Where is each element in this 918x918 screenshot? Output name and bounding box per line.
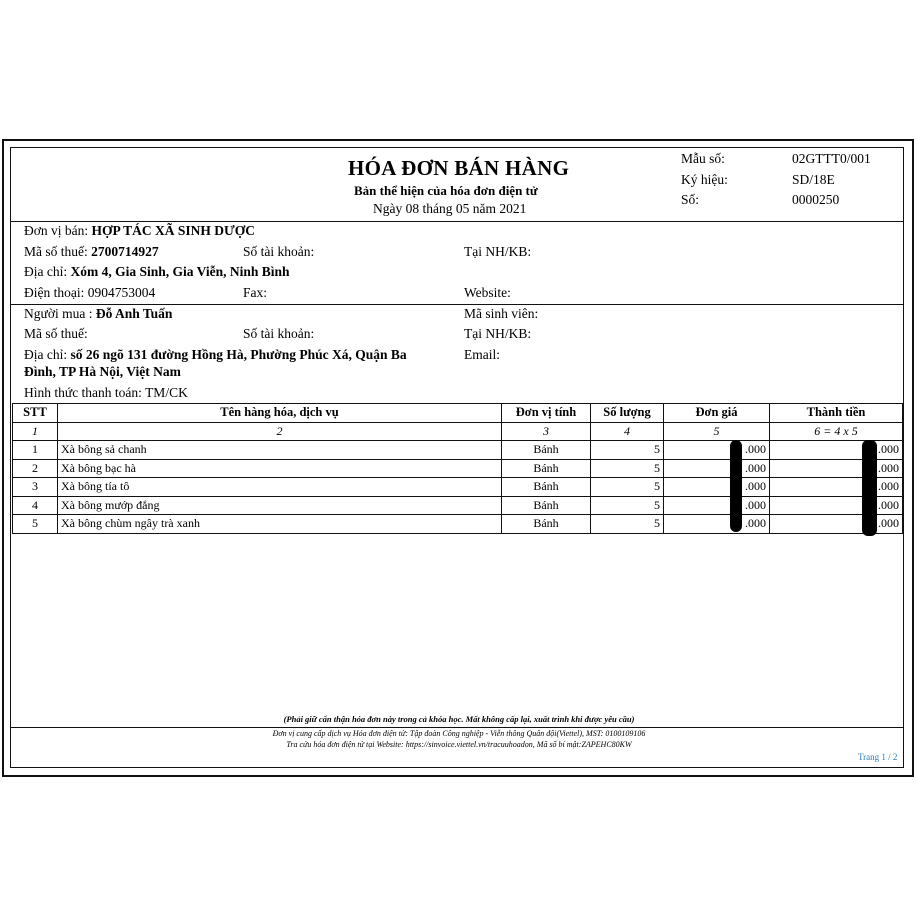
seller-tax: 2700714927	[91, 244, 159, 259]
ky-hieu-label: Ký hiệu:	[681, 172, 728, 187]
row-stt: 1	[13, 441, 58, 460]
index-cell: 4	[591, 422, 664, 441]
col-header-name: Tên hàng hóa, dịch vụ	[58, 404, 502, 423]
row-name: Xà bông tía tô	[58, 478, 502, 497]
buyer-bank-label: Tại NH/KB:	[464, 326, 532, 341]
footer-note: (Phải giữ cẩn thận hóa đơn này trong cả khóa học. Mất không cấp lại, xuất trình khi được yêu cầu)	[283, 714, 635, 724]
row-name: Xà bông mướp đắng	[58, 496, 502, 515]
table-header-row	[13, 404, 903, 423]
index-cell: 1	[13, 422, 58, 441]
index-cell: 3	[502, 422, 591, 441]
buyer-name: Đỗ Anh Tuấn	[95, 306, 173, 321]
buyer-address-line1: số 26 ngõ 131 đường Hồng Hà, Phường Phúc Xá, Quận Ba	[70, 347, 407, 362]
row-total: .000	[770, 459, 903, 478]
buyer-address-row	[24, 347, 407, 363]
row-qty: 5	[591, 478, 664, 497]
row-name: Xà bông sả chanh	[58, 441, 502, 460]
seller-row	[24, 223, 255, 239]
buyer-email-label: Email:	[464, 347, 500, 362]
ky-hieu-value: SD/18E	[792, 172, 835, 187]
row-stt: 4	[13, 496, 58, 515]
buyer-name-label: Người mua :	[24, 306, 93, 321]
buyer-name-row	[24, 306, 172, 322]
so-label: Số:	[681, 192, 700, 207]
row-stt: 2	[13, 459, 58, 478]
buyer-address-label: Địa chỉ:	[24, 347, 68, 362]
index-cell: 5	[664, 422, 770, 441]
page-number: Trang 1 / 2	[858, 752, 898, 762]
index-cell: 2	[58, 422, 502, 441]
row-stt: 3	[13, 478, 58, 497]
buyer-tax-label: Mã số thuế:	[24, 326, 88, 341]
row-price: .000	[664, 459, 770, 478]
invoice-title: HÓA ĐƠN BÁN HÀNG	[348, 156, 570, 180]
col-header-stt: STT	[13, 404, 58, 423]
seller-phone-row	[24, 285, 155, 301]
seller-website-label: Website:	[464, 285, 511, 300]
row-unit: Bánh	[502, 441, 591, 460]
col-header-total: Thành tiền	[770, 404, 903, 423]
invoice-subtitle: Bản thể hiện của hóa đơn điện tử	[354, 183, 538, 198]
row-price: .000	[664, 515, 770, 534]
col-header-unit: Đơn vị tính	[502, 404, 591, 423]
footer-provider: Đơn vị cung cấp dịch vụ Hóa đơn điện tử: Tập đoàn Công nghiệp - Viễn thông Quân đội(Viettel), MST: 0100109106	[272, 729, 646, 738]
divider	[11, 727, 903, 728]
row-qty: 5	[591, 459, 664, 478]
row-unit: Bánh	[502, 478, 591, 497]
payment-method: TM/CK	[145, 385, 188, 400]
row-unit: Bánh	[502, 515, 591, 534]
col-header-price: Đơn giá	[664, 404, 770, 423]
row-total: .000	[770, 515, 903, 534]
buyer-account-label: Số tài khoản:	[243, 326, 315, 341]
table-row	[13, 459, 903, 478]
seller-tax-row	[24, 244, 159, 260]
payment-label: Hình thức thanh toán:	[24, 385, 142, 400]
table-row	[13, 441, 903, 460]
row-stt: 5	[13, 515, 58, 534]
total-redaction-mark	[862, 440, 877, 536]
index-cell: 6 = 4 x 5	[770, 422, 903, 441]
footer-lookup: Tra cứu hóa đơn điện tử tại Website: https://sinvoice.viettel.vn/tracuuhoadon, Mã số bí mật:ZAPEHC80KW	[286, 740, 632, 749]
invoice-date: Ngày 08 tháng 05 năm 2021	[373, 201, 527, 216]
seller-phone-label: Điện thoại:	[24, 285, 85, 300]
divider	[11, 304, 903, 305]
row-qty: 5	[591, 515, 664, 534]
table-row	[13, 515, 903, 534]
row-total: .000	[770, 496, 903, 515]
mau-so-label: Mẫu số:	[681, 151, 725, 166]
so-value: 0000250	[792, 192, 840, 207]
mau-so-value: 02GTTT0/001	[792, 151, 871, 166]
row-price: .000	[664, 478, 770, 497]
row-unit: Bánh	[502, 459, 591, 478]
row-total: .000	[770, 478, 903, 497]
items-table	[12, 403, 903, 534]
seller-name-label: Đơn vị bán:	[24, 223, 89, 238]
seller-tax-label: Mã số thuế:	[24, 244, 88, 259]
seller-address-row	[24, 264, 290, 280]
seller-bank-label: Tại NH/KB:	[464, 244, 532, 259]
seller-address-label: Địa chỉ:	[24, 264, 68, 279]
seller-address: Xóm 4, Gia Sinh, Gia Viễn, Ninh Bình	[70, 264, 290, 279]
row-qty: 5	[591, 496, 664, 515]
payment-row	[24, 385, 188, 401]
row-price: .000	[664, 441, 770, 460]
row-name: Xà bông bạc hà	[58, 459, 502, 478]
buyer-student-label: Mã sinh viên:	[464, 306, 539, 321]
col-header-qty: Số lượng	[591, 404, 664, 423]
table-row	[13, 478, 903, 497]
row-name: Xà bông chùm ngây trà xanh	[58, 515, 502, 534]
buyer-address-line2: Đình, TP Hà Nội, Việt Nam	[24, 364, 181, 379]
price-redaction-mark	[730, 440, 742, 532]
row-unit: Bánh	[502, 496, 591, 515]
seller-name: HỢP TÁC XÃ SINH DƯỢC	[91, 223, 256, 238]
seller-phone: 0904753004	[87, 285, 156, 300]
divider	[11, 221, 903, 222]
table-index-row	[13, 422, 903, 441]
table-row	[13, 496, 903, 515]
row-price: .000	[664, 496, 770, 515]
seller-account-label: Số tài khoản:	[243, 244, 315, 259]
seller-fax-label: Fax:	[243, 285, 268, 300]
row-qty: 5	[591, 441, 664, 460]
row-total: .000	[770, 441, 903, 460]
